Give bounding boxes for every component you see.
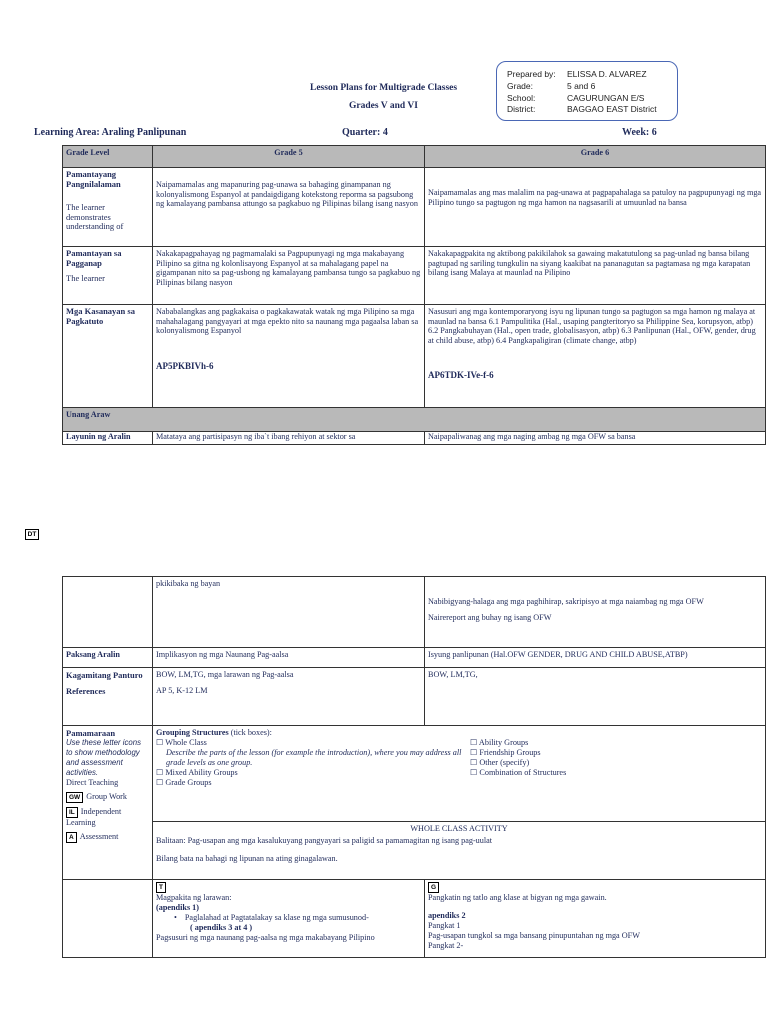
grade5-cell (153, 168, 425, 247)
grade-row (507, 81, 596, 91)
grade5-cell (153, 247, 425, 305)
grade6-text: Nasusuri ang mga kontemporaryong isyu ng lipunan tungo sa pagtugon sa mga hamon ng malaya at maunlad na bansa 6.1 Pampulitika (Hal., usaping pangteritoryo sa Philippine Sea, korupsyon, atbp) 6.2 Pangkabuhayan (Hal., open trade, globalisasyon, atbp) 6.3 Panlipunan (Hal., OFW, gender, drug at child abuse, atbp) 6.4 Pangkapaligiran (climate change, atbp) (428, 307, 756, 345)
grade6-cell (425, 305, 766, 408)
grade5-cell (153, 305, 425, 408)
table-row (63, 168, 766, 247)
grade6-text: Pangkatin ng tatlo ang klase at bigyan ng mga gawain. (428, 893, 607, 902)
group-icon: G (428, 882, 439, 893)
grade5-cell (153, 668, 425, 726)
grade6-text: Naipapaliwanag ang mga naging ambag ng mga OFW sa bansa (425, 432, 766, 445)
friendship-groups-checkbox[interactable]: ☐ Friendship Groups (470, 748, 541, 757)
combination-checkbox[interactable]: ☐ Combination of Structures (470, 768, 567, 777)
whole-class-activity-title: WHOLE CLASS ACTIVITY (410, 824, 508, 833)
quarter: Quarter: 4 (342, 127, 388, 138)
school-label: School: (507, 93, 536, 103)
assessment-legend (66, 832, 149, 843)
methodology-instructions: Use these letter icons to show methodology and assessment activities. (66, 738, 141, 777)
whole-class-description: Describe the parts of the lesson (for example the introduction), where you may address all grade levels as one group. (166, 748, 462, 767)
row-label-cell (63, 577, 153, 648)
grade5-apendiks-2: ( apendiks 3 at 4 ) (190, 923, 253, 932)
grade5-text: pkikibaka ng bayan (156, 579, 221, 588)
grade5-bullet-text: Paglalahad at Pagtatalakay sa klase ng mga sumusunod- (184, 913, 369, 922)
grade6-text: BOW, LM,TG, (428, 670, 478, 679)
grade5-text: Matataya ang partisipasyn ng iba`t ibang rehiyon at sektor sa (153, 432, 425, 445)
grade6-cell (425, 668, 766, 726)
district-row (507, 104, 657, 114)
grade5-apendiks: (apendiks 1) (156, 903, 199, 912)
direct-teaching-label: Direct Teaching (66, 778, 119, 787)
grade6-text: Naipamamalas ang mas malalim na pag-unawa at pagpapahalaga sa patuloy na pagpupunyagi ng mga Pilipino tungo sa pagtugon ng mga hamon na nagsasarili at umuunlad na bansa (428, 188, 762, 207)
grade-value: 5 and 6 (567, 81, 596, 91)
table-row (63, 305, 766, 408)
ability-groups-checkbox[interactable]: ☐ Ability Groups (470, 738, 529, 747)
group-work-label: Group Work (86, 792, 128, 801)
mixed-ability-checkbox[interactable]: ☐ Mixed Ability Groups (156, 768, 238, 777)
row-label: Pamamaraan (66, 728, 116, 738)
row-label: Pamantayang Pangnilalaman (66, 169, 121, 189)
grade6-text: Nakakapagpakita ng aktibong pakikilahok sa gawaing makatutulong sa pag-unlad ng bansa bilang pagtupad ng sariling tungkulin na siyang kaakibat na pananagutan sa pagtamasa ng mga karapatan bilang isang Malaya at maunlad na Pilipino (428, 249, 751, 278)
grade5-cell (153, 880, 425, 958)
grade5-text: BOW, LM,TG, mga larawan ng Pag-aalsa (156, 670, 294, 679)
grade6-cell (425, 247, 766, 305)
district-label: District: (507, 104, 536, 114)
grade6-group2: Pangkat 2- (428, 941, 464, 950)
grouping-structures-cell (153, 726, 766, 822)
grade5-cell (153, 577, 425, 648)
header-grade6: Grade 6 (425, 146, 766, 168)
document-title: Lesson Plans for Multigrade Classes (310, 83, 458, 93)
grade-label: Grade: (507, 81, 533, 91)
grade6-group1-text: Pag-usapan tungkol sa mga bansang pinupuntahan ng mga OFW (428, 931, 640, 940)
grade6-text-2: Nairereport ang buhay ng isang OFW (428, 613, 552, 622)
grades-heading: Grades V and VI (349, 101, 418, 111)
week: Week: 6 (622, 127, 657, 138)
grade5-text: Implikasyon ng mga Naunang Pag-aalsa (153, 648, 425, 668)
table-row (63, 726, 766, 822)
balitaan-text-2: Bilang bata na bahagi ng lipunan na ating ginagalawan. (156, 854, 338, 863)
grouping-structures-title: Grouping Structures (156, 728, 229, 737)
school-value: CAGURUNGAN E/S (567, 93, 645, 103)
grade5-text: Magpakita ng larawan: (156, 893, 232, 902)
whole-class-checkbox[interactable]: ☐ Whole Class (156, 738, 207, 747)
grade6-cell (425, 168, 766, 247)
row-label: Kagamitang Panturo (66, 670, 143, 680)
whole-class-activity-cell (153, 822, 766, 880)
group-work-legend (66, 792, 149, 803)
prepared-by-box (496, 61, 678, 121)
header-grade-level: Grade Level (63, 146, 153, 168)
table-header-row (63, 146, 766, 168)
row-label-cell (63, 247, 153, 305)
references-label: References (66, 686, 106, 696)
row-label-cell (63, 880, 153, 958)
bullet-icon: • (174, 913, 177, 922)
day-label: Unang Araw (63, 408, 766, 432)
assessment-label: Assessment (79, 832, 119, 841)
day-row (63, 408, 766, 432)
table-row (63, 247, 766, 305)
grade5-text-2: Pagsusuri ng mga naunang pag-aalsa ng mga makabayang Pilipino (156, 933, 375, 942)
independent-learning-label: Independent Learning (66, 807, 122, 827)
table-row (63, 577, 766, 648)
row-label: Paksang Aralin (63, 648, 153, 668)
grade6-apendiks: apendiks 2 (428, 911, 466, 920)
grade5-bullet (156, 913, 421, 923)
row-label-cell (63, 668, 153, 726)
grouping-structures-hint: (tick boxes): (228, 728, 272, 737)
grade5-text-2: AP 5, K-12 LM (156, 686, 208, 695)
grade-groups-checkbox[interactable]: ☐ Grade Groups (156, 778, 212, 787)
independent-learning-icon: IL (66, 807, 78, 818)
row-label: Pamantayan sa Pagganap (66, 248, 122, 268)
other-checkbox[interactable]: ☐ Other (specify) (470, 758, 530, 767)
methodology-cell (63, 726, 153, 880)
learning-area: Learning Area: Araling Panlipunan (34, 127, 187, 138)
row-sublabel: The learner (66, 273, 105, 284)
grade5-text: Nababalangkas ang pagkakaisa o pagkakawatak watak ng mga Pilipino sa mga mahahalagang pangyayari at mga epekto nito sa naunang mga pagaalsa laban sa kolonyalismong Espanyol (156, 307, 419, 336)
direct-teaching-icon: DT (25, 529, 39, 540)
grade6-cell (425, 880, 766, 958)
grade6-cell (425, 577, 766, 648)
row-sublabel: The learner demonstrates understanding of (66, 202, 124, 232)
assessment-icon: A (66, 832, 77, 843)
table-row (63, 880, 766, 958)
prepared-value: ELISSA D. ALVAREZ (567, 69, 647, 79)
grade5-text: Naipamamalas ang mapanuring pag-unawa sa bahaging ginampanan ng kolonyalismong Espanyol at pandaigdigang kotekstong reporma sa pagsubong ng kamalayang pambansa attungo sa pagkabuo ng Pilipinas bilang isang nasyon (156, 180, 418, 209)
teacher-led-icon: T (156, 882, 166, 893)
lesson-plan-table-top (62, 145, 766, 445)
table-row (63, 668, 766, 726)
table-row (63, 648, 766, 668)
row-label-cell (63, 305, 153, 408)
row-label: Mga Kasanayan sa Pagkatuto (66, 306, 135, 326)
balitaan-text: Balitaan: Pag-usapan ang mga kasalukuyang pangyayari sa paligid sa pamamagitan ng isang pag-uulat (156, 836, 493, 845)
independent-learning-legend (66, 807, 149, 828)
row-label: Layunin ng Aralin (63, 432, 153, 445)
group-work-icon: GW (66, 792, 83, 803)
table-row (63, 432, 766, 445)
lesson-plan-table-bottom (62, 576, 766, 958)
row-label-cell (63, 168, 153, 247)
table-row (63, 822, 766, 880)
school-row (507, 93, 645, 103)
grade5-text: Nakakapagpahayag ng pagmamalaki sa Pagpupunyagi ng mga makabayang Pilipino sa gitna ng kolonlisayong Espanyol at sa mahalagang papel na gigampanan nito sa pag-usbong ng kamalayang pambansa tungo sa pagkabuo ng Pilipinas bilang nasyon (156, 249, 421, 287)
grade6-text: Isyung panlipunan (Hal.OFW GENDER, DRUG AND CHILD ABUSE,ATBP) (425, 648, 766, 668)
grade6-text: Nabibigyang-halaga ang mga paghihirap, sakripisyo at mga naiambag ng mga OFW (428, 597, 704, 606)
prepared-label: Prepared by: (507, 69, 556, 79)
header-grade5: Grade 5 (153, 146, 425, 168)
prepared-row (507, 69, 647, 79)
grade6-group1: Pangkat 1 (428, 921, 461, 930)
grade6-code: AP6TDK-IVe-f-6 (428, 370, 494, 381)
grade5-code: AP5PKBIVh-6 (156, 360, 214, 371)
district-value: BAGGAO EAST District (567, 104, 657, 114)
